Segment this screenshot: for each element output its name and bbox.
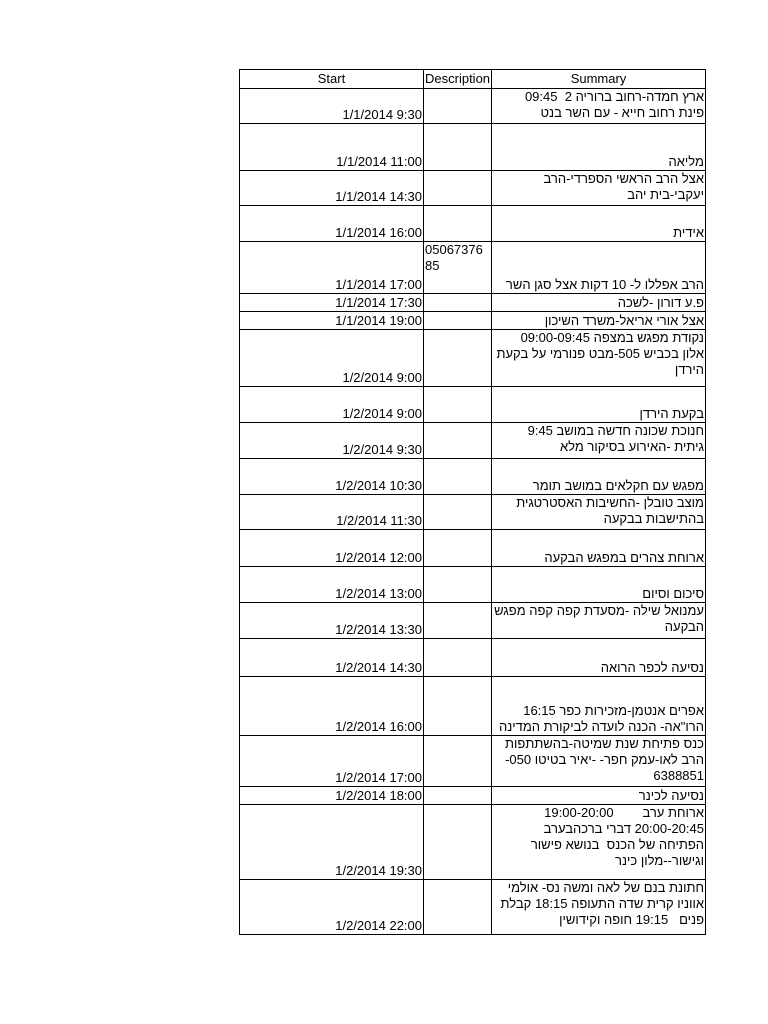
- start-cell: 1/1/2014 11:00: [240, 124, 424, 171]
- start-cell: 1/2/2014 13:00: [240, 567, 424, 603]
- table-row: [240, 736, 706, 787]
- summary-cell: נסיעה לכינר: [492, 787, 706, 805]
- start-cell: 1/2/2014 9:30: [240, 423, 424, 459]
- table-row: [240, 530, 706, 567]
- start-cell: 1/1/2014 17:30: [240, 294, 424, 312]
- table-row: [240, 805, 706, 880]
- summary-cell: אידית: [492, 206, 706, 242]
- summary-column-header: Summary: [492, 70, 706, 89]
- description-cell: [424, 312, 492, 330]
- description-cell: [424, 603, 492, 639]
- table-row: [240, 124, 706, 171]
- table-row: [240, 171, 706, 206]
- table-row: [240, 423, 706, 459]
- table-row: [240, 567, 706, 603]
- table-row: [240, 677, 706, 736]
- description-cell: [424, 89, 492, 124]
- description-column-header: Description: [424, 70, 492, 89]
- start-cell: 1/2/2014 10:30: [240, 459, 424, 495]
- table-row: [240, 639, 706, 677]
- summary-cell: בקעת הירדן: [492, 387, 706, 423]
- table-row: [240, 603, 706, 639]
- summary-cell: פ.ע דורון -לשכה: [492, 294, 706, 312]
- description-cell: [424, 639, 492, 677]
- start-cell: 1/2/2014 19:30: [240, 805, 424, 880]
- summary-cell: ארוחת צהרים במפגש הבקעה: [492, 530, 706, 567]
- summary-cell: ארץ חמדה-רחוב ברוריה 2 09:45 פינת רחוב חייא - עם השר בנט: [492, 89, 706, 124]
- start-cell: 1/2/2014 17:00: [240, 736, 424, 787]
- table-row: [240, 787, 706, 805]
- description-cell: [424, 171, 492, 206]
- summary-cell: נקודת מפגש במצפה 09:00-09:45 אלון בכביש 505-מבט פנורמי על בקעת הירדן: [492, 330, 706, 387]
- description-cell: [424, 567, 492, 603]
- start-column-header: Start: [240, 70, 424, 89]
- start-cell: 1/2/2014 9:00: [240, 330, 424, 387]
- description-cell: [424, 423, 492, 459]
- description-cell: [424, 805, 492, 880]
- start-cell: 1/2/2014 12:00: [240, 530, 424, 567]
- table-row: [240, 330, 706, 387]
- description-cell: [424, 787, 492, 805]
- start-cell: 1/1/2014 19:00: [240, 312, 424, 330]
- start-cell: 1/2/2014 18:00: [240, 787, 424, 805]
- table-row: [240, 387, 706, 423]
- table-row: [240, 206, 706, 242]
- summary-cell: אפרים אנטמן-מזכירות כפר 16:15 הרו"אה- הכנה לועדה לביקורת המדינה: [492, 677, 706, 736]
- start-cell: 1/1/2014 14:30: [240, 171, 424, 206]
- description-cell: [424, 124, 492, 171]
- table-row: [240, 312, 706, 330]
- summary-cell: מליאה: [492, 124, 706, 171]
- summary-cell: עמנואל שילה -מסעדת קפה קפה מפגש הבקעה: [492, 603, 706, 639]
- description-cell: [424, 294, 492, 312]
- start-cell: 1/2/2014 14:30: [240, 639, 424, 677]
- header-row: [240, 70, 706, 89]
- start-cell: 1/1/2014 9:30: [240, 89, 424, 124]
- start-cell: 1/2/2014 22:00: [240, 880, 424, 935]
- summary-cell: כנס פתיחת שנת שמיטה-בהשתתפות הרב לאו-עמק חפר- -יאיר בטיטו 050- 6388851: [492, 736, 706, 787]
- start-cell: 1/2/2014 11:30: [240, 495, 424, 530]
- table-row: [240, 242, 706, 294]
- start-cell: 1/1/2014 16:00: [240, 206, 424, 242]
- summary-cell: אצל אורי אריאל-משרד השיכון: [492, 312, 706, 330]
- description-cell: [424, 880, 492, 935]
- start-cell: 1/2/2014 13:30: [240, 603, 424, 639]
- description-cell: [424, 330, 492, 387]
- description-cell: [424, 387, 492, 423]
- start-cell: 1/1/2014 17:00: [240, 242, 424, 294]
- summary-cell: אצל הרב הראשי הספרדי-הרב יעקבי-בית יהב: [492, 171, 706, 206]
- description-cell: [424, 677, 492, 736]
- summary-cell: מפגש עם חקלאים במושב תומר: [492, 459, 706, 495]
- summary-cell: נסיעה לכפר הרואה: [492, 639, 706, 677]
- description-cell: [424, 530, 492, 567]
- table-row: [240, 495, 706, 530]
- summary-cell: סיכום וסיום: [492, 567, 706, 603]
- table-row: [240, 89, 706, 124]
- table-row: [240, 294, 706, 312]
- description-cell: [424, 206, 492, 242]
- schedule-table: [239, 69, 706, 935]
- summary-cell: מוצב טובלן -החשיבות האסטרטגית בהתישבות בבקעה: [492, 495, 706, 530]
- description-cell: [424, 495, 492, 530]
- summary-cell: חנוכת שכונה חדשה במושב 9:45 גיתית -האירוע בסיקור מלא: [492, 423, 706, 459]
- start-cell: 1/2/2014 16:00: [240, 677, 424, 736]
- summary-cell: חתונת בנם של לאה ומשה נס- אולמי אווניו קרית שדה התעופה 18:15 קבלת פנים 19:15 חופה וקידושין: [492, 880, 706, 935]
- description-cell: [424, 459, 492, 495]
- table-row: [240, 459, 706, 495]
- start-cell: 1/2/2014 9:00: [240, 387, 424, 423]
- description-cell: [424, 736, 492, 787]
- table-row: [240, 880, 706, 935]
- summary-cell: ארוחת ערב 19:00-20:00 20:00-20:45 דברי ברכהבערב הפתיחה של הכנס בנושא פישור וגישור--מלון כינר: [492, 805, 706, 880]
- summary-cell: הרב אפללו ל- 10 דקות אצל סגן השר: [492, 242, 706, 294]
- description-cell: 0506737685: [424, 242, 492, 294]
